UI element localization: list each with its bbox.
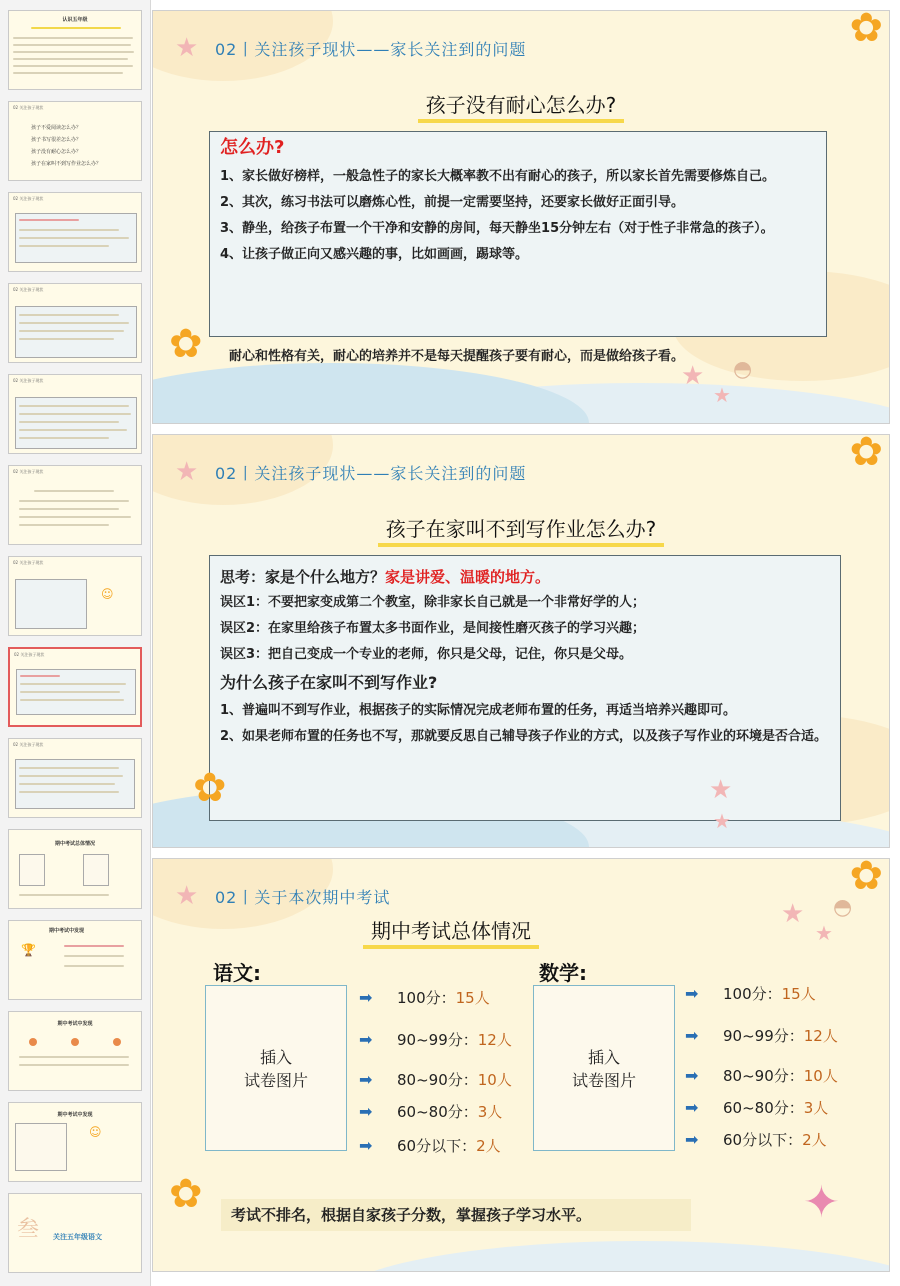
slide-thumbnail-6[interactable]: 02 关注孩子现状 bbox=[8, 465, 142, 545]
slide-note: 考试不排名，根据自家孩子分数，掌握孩子学习水平。 bbox=[221, 1199, 691, 1231]
flower-icon: ✿ bbox=[169, 1171, 203, 1217]
myth-item: 误区3：把自己变成一个专业的老师，你只是父母，记住，你只是父母。 bbox=[220, 647, 633, 662]
slide-thumbnail-9[interactable]: 02 关注孩子现状 bbox=[8, 738, 142, 818]
chinese-score-row: ➡ 60分以下：2人 bbox=[359, 1136, 501, 1155]
starfish-icon: ★ bbox=[815, 921, 833, 945]
starfish-icon: ★ bbox=[709, 775, 733, 805]
shell-icon: ◓ bbox=[733, 357, 753, 382]
slide-title bbox=[153, 915, 749, 944]
slide-thumbnail-3[interactable]: 02 关注孩子现状 bbox=[8, 192, 142, 272]
answer-heading: 怎么办? bbox=[220, 137, 285, 158]
slide-thumbnail-4[interactable]: 02 关注孩子现状 bbox=[8, 283, 142, 363]
thumbnail-title: 期中考试中发现 bbox=[49, 928, 85, 934]
chinese-score-row: ➡ 100分：15人 bbox=[359, 988, 490, 1007]
answer-point: 2、其次，练习书法可以磨炼心性，前提一定需要坚持，还要家长做好正面引导。 bbox=[220, 195, 685, 210]
answer-box bbox=[209, 131, 827, 337]
answer-point: 3、静坐，给孩子布置一个干净和安静的房间，每天静坐15分钟左右（对于性子非常急的孩子）。 bbox=[220, 221, 774, 236]
slide-thumbnail-7[interactable]: 02 关注孩子现状 ☺ bbox=[8, 556, 142, 636]
thumbnail-question: 孩子在家叫不到写作业怎么办？ bbox=[31, 161, 102, 167]
slide-thumbnail-14[interactable] bbox=[8, 1193, 142, 1273]
thumbnail-question: 孩子不爱阅读怎么办？ bbox=[31, 125, 82, 131]
fairy-reading-icon: ✦ bbox=[803, 1177, 840, 1228]
children-illustration-icon: ☺ bbox=[89, 1125, 102, 1139]
slide-thumbnail-8-active[interactable]: 02 关注孩子现状 bbox=[8, 647, 142, 727]
flower-icon: ✿ bbox=[849, 10, 883, 51]
math-score-row: ➡ 90~99分：12人 bbox=[685, 1026, 838, 1045]
starfish-icon: ★ bbox=[681, 361, 705, 391]
flower-icon: ✿ bbox=[193, 765, 227, 811]
chinese-score-row: ➡ 60~80分：3人 bbox=[359, 1102, 503, 1121]
thumbnail-title: 期中考试总体情况 bbox=[54, 841, 95, 847]
slide-thumbnail-11[interactable] bbox=[8, 920, 142, 1000]
slide-thumbnail-panel[interactable] bbox=[0, 0, 151, 1286]
arrow-right-icon: ➡ bbox=[359, 1102, 373, 1121]
math-label: 数学: bbox=[539, 961, 587, 985]
myth-item: 误区1：不要把家变成第二个教室，除非家长自己就是一个非常好学的人； bbox=[220, 595, 646, 610]
chinese-score-row: ➡ 80~90分：10人 bbox=[359, 1070, 512, 1089]
starfish-icon: ★ bbox=[713, 383, 731, 407]
arrow-right-icon: ➡ bbox=[685, 1130, 699, 1149]
star-icon: ★ bbox=[175, 881, 199, 911]
flower-icon: ✿ bbox=[169, 321, 203, 367]
math-score-row: ➡ 80~90分：10人 bbox=[685, 1066, 838, 1085]
myth-item: 误区2：在家里给孩子布置太多书面作业，是间接性磨灭孩子的学习兴趣； bbox=[220, 621, 646, 636]
arrow-right-icon: ➡ bbox=[359, 1070, 373, 1089]
starfish-icon: ★ bbox=[781, 899, 805, 929]
arrow-right-icon: ➡ bbox=[359, 1136, 373, 1155]
thumbnail-title: 关注五年级语文 bbox=[53, 1233, 102, 1241]
math-score-row: ➡ 60~80分：3人 bbox=[685, 1098, 829, 1117]
section-header: 02丨关注孩子现状——家长关注到的问题 bbox=[215, 464, 527, 483]
starfish-icon: ★ bbox=[713, 809, 731, 833]
slide-title bbox=[153, 513, 889, 542]
slide-note: 耐心和性格有关，耐心的培养并不是每天提醒孩子要有耐心，而是做给孩子看。 bbox=[229, 349, 685, 364]
slide-thumbnail-1[interactable] bbox=[8, 10, 142, 90]
reason-item: 1、普遍叫不到写作业，根据孩子的实际情况完成老师布置的任务，再适当培养兴趣即可。 bbox=[220, 703, 737, 718]
slide-thumbnail-10[interactable] bbox=[8, 829, 142, 909]
think-line bbox=[220, 564, 830, 590]
slide-thumbnail-2[interactable]: 02 关注孩子现状 孩子不爱阅读怎么办？ 孩子书写很差怎么办？ 孩子没有耐心怎么办？ 孩子在家叫不到写作业怎么办？ bbox=[8, 101, 142, 181]
thumbnail-title: 认识五年级 bbox=[62, 17, 88, 23]
flower-icon: ✿ bbox=[849, 434, 883, 475]
arrow-right-icon: ➡ bbox=[685, 1098, 699, 1117]
section-header: 02丨关于本次期中考试 bbox=[215, 888, 391, 907]
answer-point: 1、家长做好榜样，一般急性子的家长大概率教不出有耐心的孩子，所以家长首先需要修炼自己。 bbox=[220, 169, 776, 184]
why-heading: 为什么孩子在家叫不到写作业? bbox=[220, 673, 438, 692]
slide-patience[interactable] bbox=[152, 10, 890, 424]
thumbnail-question: 孩子书写很差怎么办？ bbox=[31, 137, 82, 143]
slide-title-text: 期中考试总体情况 bbox=[363, 919, 539, 949]
arrow-right-icon: ➡ bbox=[359, 1030, 373, 1049]
star-icon: ★ bbox=[175, 33, 199, 63]
chinese-paper-placeholder[interactable]: 插入 试卷图片 bbox=[205, 985, 347, 1151]
slide-homework[interactable] bbox=[152, 434, 890, 848]
reason-item: 2、如果老师布置的任务也不写，那就要反思自己辅导孩子作业的方式，以及孩子写作业的环境是否合适。 bbox=[220, 729, 828, 744]
shell-icon: ◓ bbox=[833, 895, 853, 920]
slide-thumbnail-12[interactable]: 期中考试中发现 bbox=[8, 1011, 142, 1091]
slide-title-text: 孩子在家叫不到写作业怎么办? bbox=[378, 517, 665, 547]
arrow-right-icon: ➡ bbox=[685, 1026, 699, 1045]
slide-title bbox=[153, 89, 889, 118]
math-score-row: ➡ 60分以下：2人 bbox=[685, 1130, 827, 1149]
slide-thumbnail-5[interactable]: 02 关注孩子现状 bbox=[8, 374, 142, 454]
chapter-number-icon: 叁 bbox=[17, 1217, 40, 1242]
slide-midterm[interactable] bbox=[152, 858, 890, 1272]
star-icon: ★ bbox=[175, 457, 199, 487]
arrow-right-icon: ➡ bbox=[359, 988, 373, 1007]
slide-thumbnail-13[interactable]: 期中考试中发现 ☺ bbox=[8, 1102, 142, 1182]
trophy-icon: 🏆 bbox=[21, 943, 36, 957]
math-paper-placeholder[interactable]: 插入 试卷图片 bbox=[533, 985, 675, 1151]
thumbnail-question-list bbox=[31, 122, 101, 170]
answer-box bbox=[209, 555, 841, 821]
thumbnail-question: 孩子没有耐心怎么办？ bbox=[31, 149, 82, 155]
think-label: 思考：家是个什么地方？ bbox=[220, 568, 386, 586]
children-illustration-icon: ☺ bbox=[101, 587, 114, 601]
slide-title-text: 孩子没有耐心怎么办? bbox=[418, 93, 625, 123]
arrow-right-icon: ➡ bbox=[685, 984, 699, 1003]
chinese-score-row: ➡ 90~99分：12人 bbox=[359, 1030, 512, 1049]
flower-icon: ✿ bbox=[849, 858, 883, 899]
answer-point: 4、让孩子做正向又感兴趣的事，比如画画，踢球等。 bbox=[220, 247, 529, 262]
chinese-label: 语文: bbox=[213, 961, 261, 985]
section-header: 02丨关注孩子现状——家长关注到的问题 bbox=[215, 40, 527, 59]
arrow-right-icon: ➡ bbox=[685, 1066, 699, 1085]
math-score-row: ➡ 100分：15人 bbox=[685, 984, 816, 1003]
think-answer: 家是讲爱、温暖的地方。 bbox=[385, 568, 551, 586]
